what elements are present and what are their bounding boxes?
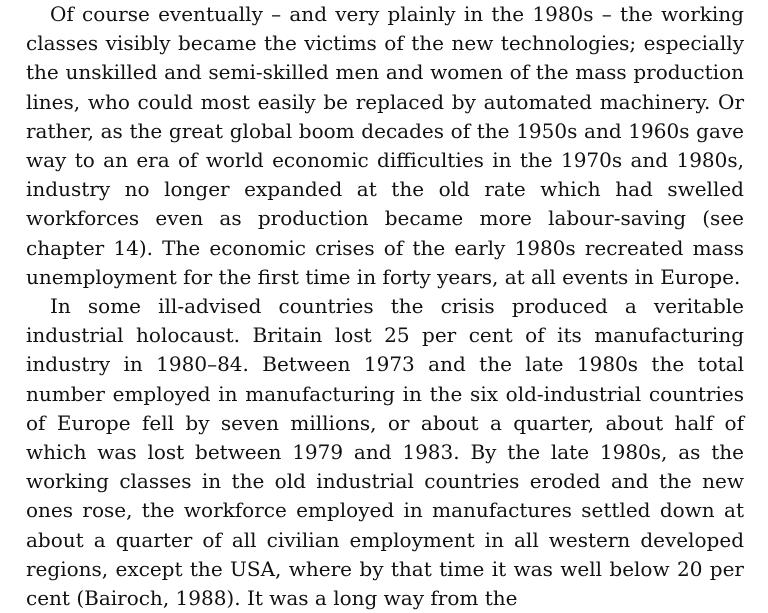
document-page [26,0,744,613]
paragraph-2: In some ill-advised countries the crisis produced a veritable industrial holocaust. Britain lost 25 per cent of its manufacturing industry in 1980–84. Between 1973 and the late 1980s the total number employed in manufacturing in the six old-industrial countries of Europe fell by seven millions, or about a quarter, about half of which was lost between 1979 and 1983. By the late 1980s, as the working classes in the old industrial countries eroded and the new ones rose, the workforce employed in manufactures settled down at about a quarter of all civilian employment in all western developed regions, except the USA, where by that time it was well below 20 per cent (Bairoch, 1988). It was a long way from the [26,294,744,611]
paragraph-1: Of course eventually – and very plainly in the 1980s – the working classes visibly became the victims of the new technologies; especially the unskilled and semi-skilled men and women of the mass production lines, who could most easily be replaced by automated machinery. Or rather, as the great global boom decades of the 1950s and 1960s gave way to an era of world economic difficulties in the 1970s and 1980s, industry no longer expanded at the old rate which had swelled workforces even as production became more labour-saving (see chapter 14). The economic crises of the early 1980s recreated mass unemployment for the first time in forty years, at all events in Europe. [26,2,744,289]
